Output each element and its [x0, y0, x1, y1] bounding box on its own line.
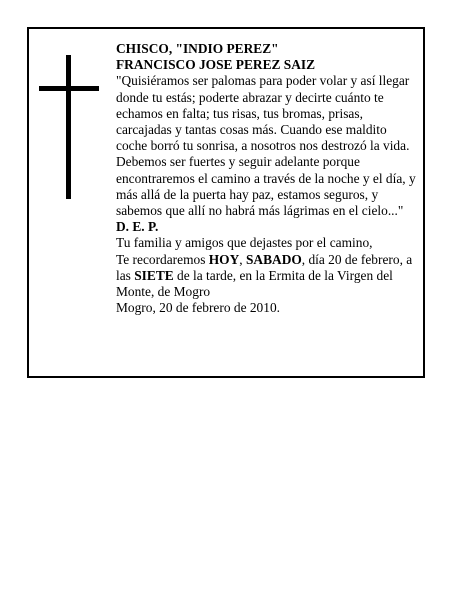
family-line: Tu familia y amigos que dejastes por el camino, [116, 235, 373, 251]
siete-word: SIETE [134, 267, 174, 283]
obituary-notice [27, 27, 425, 378]
dep-line: D. E. P. [116, 219, 159, 235]
latin-cross-icon [39, 55, 99, 199]
nickname-heading: CHISCO, "INDIO PEREZ" [116, 41, 279, 56]
place-text: de la tarde, en la Ermita de la Virgen del Monte, de Mogro [116, 267, 393, 300]
notice-text [116, 41, 421, 316]
separator: , [239, 251, 246, 267]
date-text: , día 20 de febrero, a las [116, 251, 413, 283]
sabado-word: SABADO [245, 251, 302, 267]
remember-intro: Te recordaremos [116, 251, 209, 267]
quote-paragraph: "Quisiéramos ser palomas para poder volar y así llegar donde tu estás; poderte abrazar y decirte cuánto te echamos en falta; tus risas, tus bromas, prisas, carcajadas y tantas cosas más. Cuando ese maldito coche borró tu sonrisa, a nosotros nos destrozó la vida. Debemos ser fuertes y seguir adelante porque encontraremos el camino a través de la noche y el día, y más allá de la puerta hay paz, estamos seguros, y sabemos que allí no habrá más lágrimas en el cielo..." [116, 73, 416, 219]
signature-line: Mogro, 20 de febrero de 2010. [116, 300, 280, 316]
hoy-word: HOY [208, 251, 240, 267]
full-name-heading: FRANCISCO JOSE PEREZ SAIZ [116, 57, 316, 73]
ceremony-paragraph [116, 252, 421, 301]
cross-horizontal-bar [39, 86, 99, 91]
cross-vertical-bar [66, 55, 71, 199]
